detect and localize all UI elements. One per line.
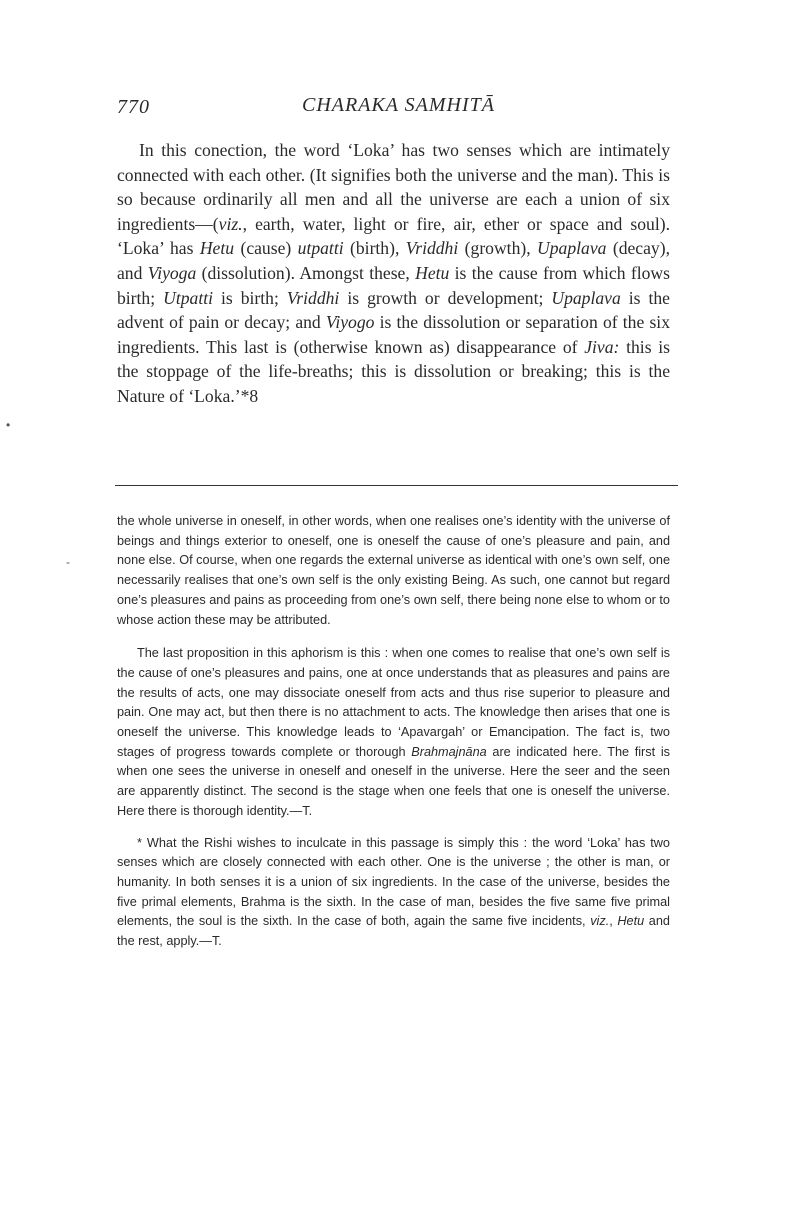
text-run: (dissolution). Amongst these, (196, 262, 416, 283)
italic-term: Vriddhi (286, 287, 340, 308)
italic-term: Upaplava (551, 287, 621, 308)
text-run: (birth), (343, 238, 406, 259)
text-run: (decay), and (117, 238, 670, 283)
note-paragraph (117, 644, 670, 821)
text-run: is the advent of pain or decay; and (117, 287, 670, 333)
text-run: (cause) (234, 238, 298, 259)
text-run: is the dissolution or separation of the six ingredients. This last is (otherwise known as) disappearance of (117, 312, 670, 357)
running-title: CHARAKA SAMHITĀ (302, 94, 495, 116)
margin-mark: - (66, 555, 70, 569)
italic-term: Upaplava (537, 238, 607, 259)
page-header (117, 94, 680, 124)
italic-term: Viyogo (325, 312, 375, 333)
margin-mark: • (6, 418, 11, 432)
footnotes (117, 512, 670, 952)
note-paragraph: the whole universe in oneself, in other words, when one realises one’s identity with the universe of beings and things exterior to oneself, one is oneself the cause of one’s pleasure and pain, and none else. Of course, when one regards the external universe as identical with one’s own self, one necessarily realises that one’s own self is the only existing Being. As such, one cannot but regard one’s pleasures and pains as proceeding from one’s own self, there being none else to whom or to whose action these may be attributed. (117, 514, 670, 627)
italic-term: viz. (218, 213, 243, 234)
text-run: this is the stoppage of the life-breaths; this is dissolution or breaking; this is the Nature of ‘Loka.’*8 (117, 336, 671, 406)
italic-term: utpatti (297, 238, 344, 259)
note-text: are indicated here. The first is when one sees the universe in oneself and oneself in the universe. Here the seer and the seen are apparently distinct. The second is the stage when one feels that one is oneself the universe. Here there is thorough identity.—T. (117, 744, 670, 818)
italic-term: Jiva: (584, 336, 620, 357)
italic-term: Viyoga (147, 262, 197, 283)
italic-term: Utpatti (163, 287, 213, 308)
text-run: , earth, water, light or fire, air, ether or space and soul). ‘Loka’ has (117, 213, 670, 259)
text-run: is birth; (212, 287, 287, 308)
note-text: and the rest, apply.—T. (117, 914, 670, 949)
main-paragraph (117, 138, 670, 409)
note-italic-term: Hetu (617, 914, 645, 929)
note-italic-term: viz. (590, 914, 610, 929)
italic-term: Hetu (415, 262, 450, 283)
note-text: , (609, 914, 618, 929)
footnote-star (117, 834, 670, 952)
note-text: The last proposition in this aphorism is this : when one comes to realise that one’s own self is the cause of one’s pleasures and pains, one at once understands that as pleasures and pains are the results of acts, one may dissociate oneself from acts and thus rise superior to pleasure and pain. One may act, but then there is no attachment to acts. The knowledge then arises that one is oneself the universe. This knowledge leads to ‘Apavargah’ or Emancipation. The fact is, two stages of progress towards complete or thorough (117, 646, 670, 759)
note-text: * What the Rishi wishes to inculcate in this passage is simply this : the word ‘Loka’ has two senses which are closely connected with each other. One is the universe ; the other is man, or humanity. In both senses it is a union of six ingredients. In the case of the universe, besides the five primal elements, Brahma is the sixth. In the case of man, besides the five same five primal elements, the soul is the sixth. In the case of both, again the same five incidents, (117, 835, 670, 929)
footnote-divider (115, 485, 678, 486)
text-run: is growth or development; (339, 287, 552, 308)
page-number: 770 (117, 96, 150, 118)
italic-term: Vriddhi (405, 238, 459, 259)
text-run: is the cause from which flows birth; (117, 262, 670, 308)
text-run: (growth), (458, 238, 538, 259)
text-run: In this conection, the word ‘Loka’ has two senses which are intimately connected with each other. (It signifies both the universe and the man). This is so because ordinarily all men and all the universe are each a union of six ingredients—( (117, 140, 670, 234)
italic-term: Hetu (199, 238, 235, 259)
note-italic-term: Brahmajnāna (411, 744, 487, 759)
main-text (117, 138, 670, 409)
